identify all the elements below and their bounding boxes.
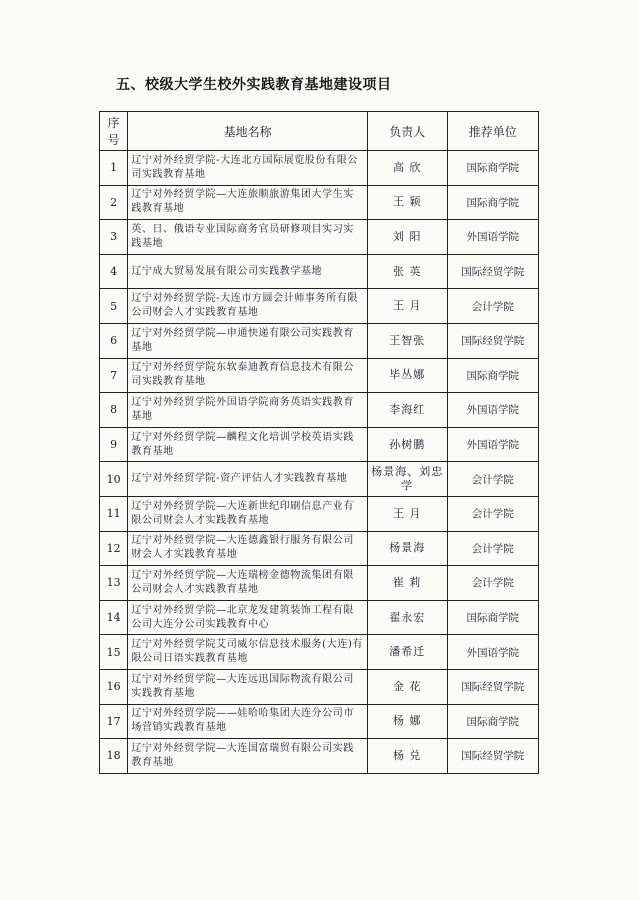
row-number: 16 [100,669,128,704]
person-in-charge: 毕丛娜 [367,358,447,393]
table-row [100,358,539,393]
person-in-charge: 翟永宏 [367,600,447,635]
recommending-unit: 国际经贸学院 [447,254,538,289]
table-row [100,566,539,601]
row-number: 10 [100,462,128,497]
table-row [100,496,539,531]
table-row [100,254,539,289]
table-row [100,427,539,462]
recommending-unit: 国际商学院 [447,358,538,393]
row-number: 2 [100,185,128,220]
row-number: 7 [100,358,128,393]
recommending-unit: 外国语学院 [447,220,538,255]
person-in-charge: 王智张 [367,323,447,358]
recommending-unit: 外国语学院 [447,427,538,462]
recommending-unit: 外国语学院 [447,393,538,428]
recommending-unit: 国际商学院 [447,600,538,635]
person-in-charge: 杨 娜 [367,704,447,739]
person-in-charge: 杨景海 [367,531,447,566]
row-number: 8 [100,393,128,428]
recommending-unit: 外国语学院 [447,635,538,670]
base-name: 辽宁对外经贸学院-资产评估人才实践教育基地 [128,462,367,497]
row-number: 18 [100,739,128,774]
base-name: 辽宁对外经贸学院外国语学院商务英语实践教育基地 [128,393,367,428]
person-in-charge: 王 月 [367,496,447,531]
recommending-unit: 会计学院 [447,566,538,601]
table-row [100,669,539,704]
recommending-unit: 国际商学院 [447,185,538,220]
person-in-charge: 刘 阳 [367,220,447,255]
table-row [100,151,539,186]
table-row [100,635,539,670]
recommending-unit: 会计学院 [447,462,538,497]
row-number: 5 [100,289,128,324]
header-unit: 推荐单位 [447,112,538,151]
row-number: 4 [100,254,128,289]
person-in-charge: 杨景海、刘忠学 [367,462,447,497]
table-row [100,289,539,324]
base-name: 英、日、俄语专业国际商务官员研修项目实习实践基地 [128,220,367,255]
person-in-charge: 高 欣 [367,151,447,186]
recommending-unit: 国际经贸学院 [447,669,538,704]
table-body [100,151,539,774]
person-in-charge: 金 花 [367,669,447,704]
base-name: 辽宁对外经贸学院—北京龙发建筑装饰工程有限公司大连分公司实践教育中心 [128,600,367,635]
base-name: 辽宁对外经贸学院-大连市方圆会计师事务所有限公司财会人才实践教育基地 [128,289,367,324]
table-row [100,600,539,635]
person-in-charge: 王 颖 [367,185,447,220]
person-in-charge: 张 英 [367,254,447,289]
base-name: 辽宁对外经贸学院—大连德鑫银行服务有限公司财会人才实践教育基地 [128,531,367,566]
row-number: 6 [100,323,128,358]
person-in-charge: 孙树鹏 [367,427,447,462]
table-row [100,739,539,774]
row-number: 17 [100,704,128,739]
person-in-charge: 崔 莉 [367,566,447,601]
recommending-unit: 国际商学院 [447,151,538,186]
header-lead: 负责人 [367,112,447,151]
base-name: 辽宁对外经贸学院—大连远迅国际物流有限公司实践教育基地 [128,669,367,704]
table-row [100,185,539,220]
table-row [100,704,539,739]
base-name: 辽宁对外经贸学院—大连新世纪印刷信息产业有限公司财会人才实践教育基地 [128,496,367,531]
base-name: 辽宁对外经贸学院—大连国富瑞贸有限公司实践教育基地 [128,739,367,774]
row-number: 11 [100,496,128,531]
table-header-row [100,112,539,151]
recommending-unit: 国际经贸学院 [447,739,538,774]
table-row [100,531,539,566]
base-name: 辽宁对外经贸学院—麟程文化培训学校英语实践教育基地 [128,427,367,462]
recommending-unit: 会计学院 [447,496,538,531]
page-title: 五、校级大学生校外实践教育基地建设项目 [116,77,392,93]
person-in-charge: 王 月 [367,289,447,324]
base-name: 辽宁对外经贸学院—大连瑞榜金德物流集团有限公司财会人才实践教育基地 [128,566,367,601]
base-name: 辽宁对外经贸学院——娃哈哈集团大连分公司市场营销实践教育基地 [128,704,367,739]
row-number: 15 [100,635,128,670]
person-in-charge: 杨 兑 [367,739,447,774]
base-name: 辽宁对外经贸学院艾司威尔信息技术服务(大连)有限公司日语实践教育基地 [128,635,367,670]
table-row [100,220,539,255]
base-name: 辽宁对外经贸学院-大连北方国际展览股份有限公司实践教育基地 [128,151,367,186]
row-number: 3 [100,220,128,255]
table-row [100,462,539,497]
table-row [100,393,539,428]
person-in-charge: 李海红 [367,393,447,428]
recommending-unit: 会计学院 [447,289,538,324]
base-name: 辽宁对外经贸学院东软泰迪教育信息技术有限公司实践教育基地 [128,358,367,393]
header-no: 序号 [100,112,128,151]
base-name: 辽宁对外经贸学院—申通快递有限公司实践教育基地 [128,323,367,358]
header-name: 基地名称 [128,112,367,151]
base-name: 辽宁对外经贸学院—大连旅顺旅游集团大学生实践教育基地 [128,185,367,220]
table-row [100,323,539,358]
row-number: 12 [100,531,128,566]
practice-base-table [99,111,539,774]
recommending-unit: 会计学院 [447,531,538,566]
base-name: 辽宁成大贸易发展有限公司实践教学基地 [128,254,367,289]
person-in-charge: 潘希迁 [367,635,447,670]
row-number: 14 [100,600,128,635]
row-number: 9 [100,427,128,462]
row-number: 1 [100,151,128,186]
recommending-unit: 国际商学院 [447,704,538,739]
row-number: 13 [100,566,128,601]
recommending-unit: 国际经贸学院 [447,323,538,358]
